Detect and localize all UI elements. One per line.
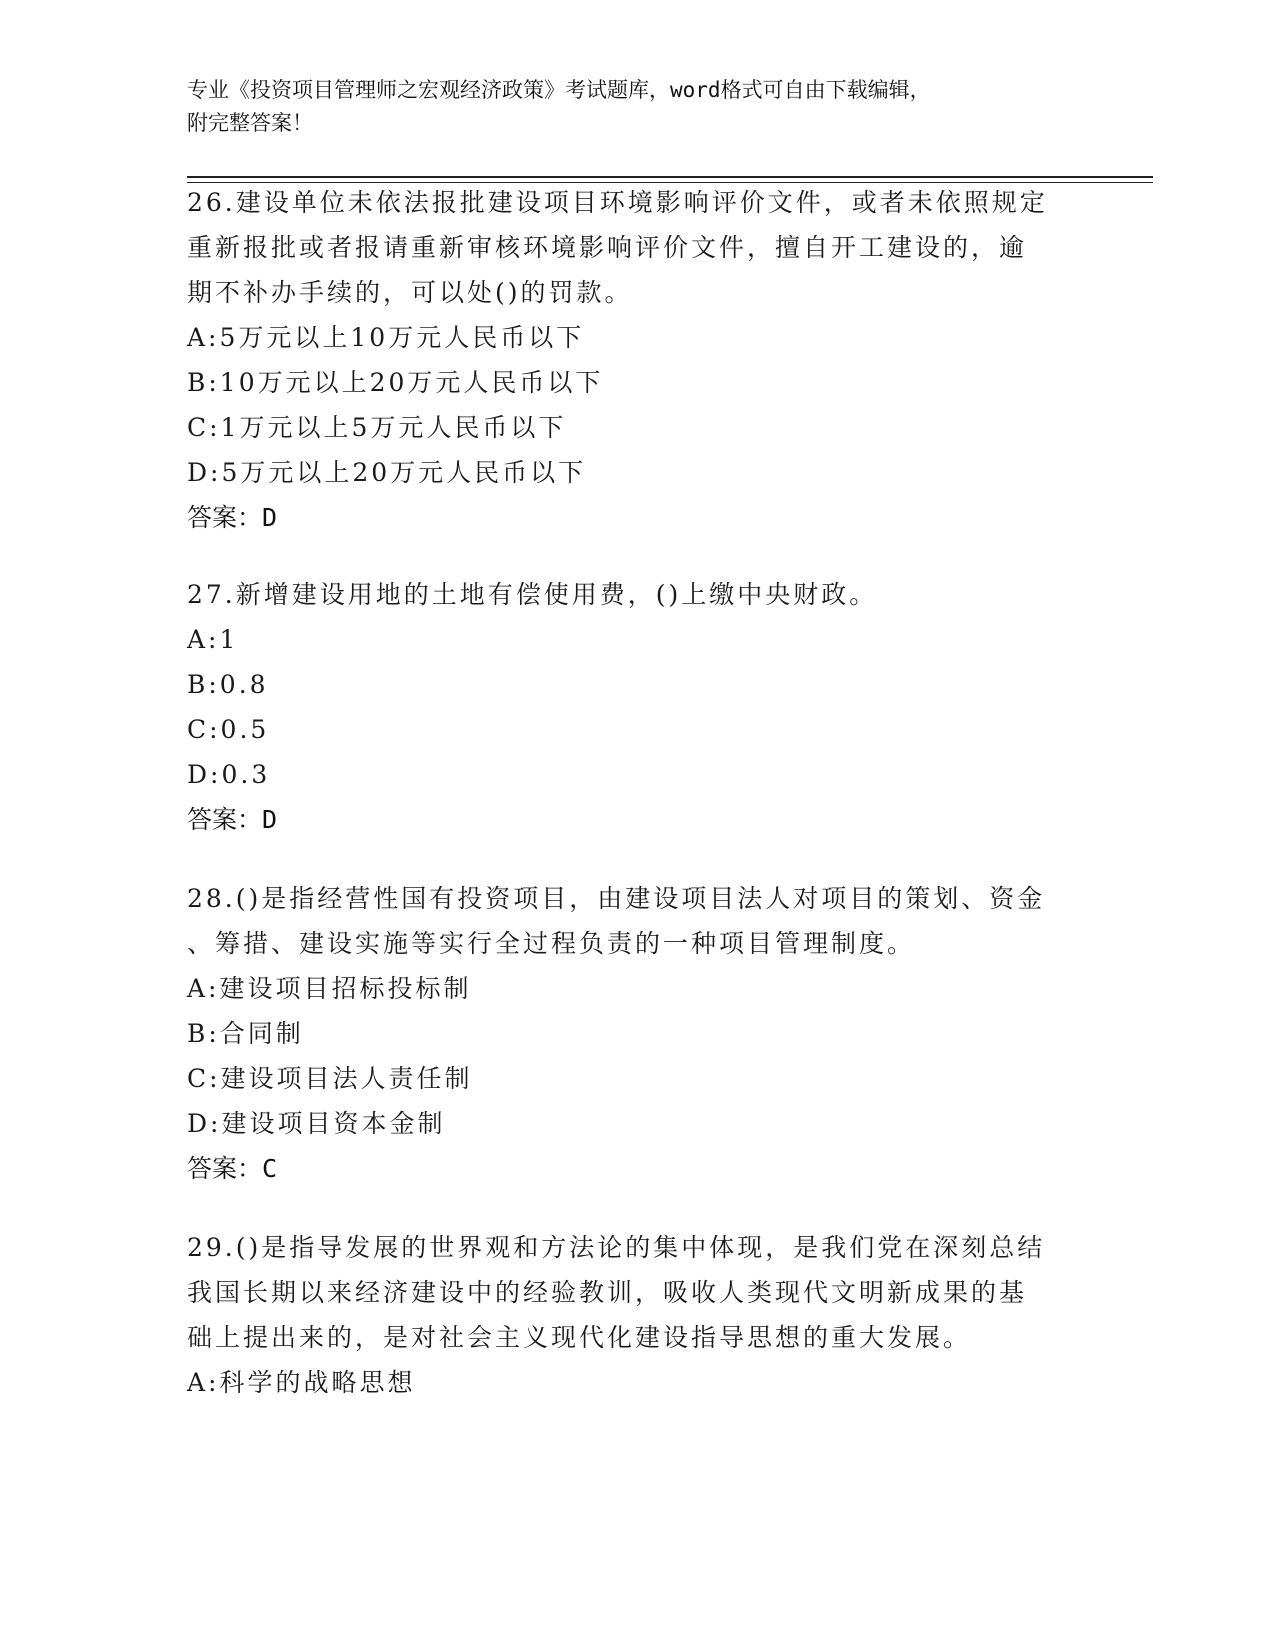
option-b: B:10万元以上20万元人民币以下 (187, 368, 604, 397)
option-c: C:0.5 (187, 715, 270, 744)
question-stem (187, 1225, 1087, 1360)
option-a: A:建设项目招标投标制 (187, 974, 472, 1003)
question-stem (187, 876, 1087, 966)
option-a: A:科学的战略思想 (187, 1368, 416, 1397)
question-26 (187, 180, 1087, 540)
answer-line: 答案：D (187, 503, 278, 532)
stem-line: 26.建设单位未依法报批建设项目环境影响评价文件，或者未依照规定 (187, 188, 1048, 217)
question-28 (187, 876, 1087, 1191)
stem-line: 27.新增建设用地的土地有偿使用费，()上缴中央财政。 (187, 580, 878, 609)
answer-line: 答案：C (187, 1154, 278, 1183)
stem-line: 29.()是指导发展的世界观和方法论的集中体现，是我们党在深刻总结 (187, 1233, 1046, 1262)
option-d: D:5万元以上20万元人民币以下 (187, 458, 587, 487)
stem-line: 我国长期以来经济建设中的经验教训，吸收人类现代文明新成果的基 (187, 1278, 1028, 1307)
option-a: A:1 (187, 625, 239, 654)
question-27 (187, 572, 1087, 842)
option-d: D:建设项目资本金制 (187, 1109, 446, 1138)
header-line-1: 专业《投资项目管理师之宏观经济政策》考试题库，word格式可自由下载编辑， (187, 78, 931, 102)
option-b: B:合同制 (187, 1019, 304, 1048)
option-c: C:建设项目法人责任制 (187, 1064, 473, 1093)
stem-line: 期不补办手续的，可以处()的罚款。 (187, 278, 633, 307)
header-line-2: 附完整答案！ (187, 111, 313, 135)
stem-line: 28.()是指经营性国有投资项目，由建设项目法人对项目的策划、资金 (187, 884, 1046, 913)
option-c: C:1万元以上5万元人民币以下 (187, 413, 567, 442)
stem-line: 、筹措、建设实施等实行全过程负责的一种项目管理制度。 (187, 929, 916, 958)
stem-line: 重新报批或者报请重新审核环境影响评价文件，擅自开工建设的，逾 (187, 233, 1028, 262)
stem-line: 础上提出来的，是对社会主义现代化建设指导思想的重大发展。 (187, 1323, 972, 1352)
option-a: A:5万元以上10万元人民币以下 (187, 323, 585, 352)
option-d: D:0.3 (187, 760, 271, 789)
question-stem (187, 180, 1087, 315)
question-stem (187, 572, 1087, 617)
header-divider-top (187, 176, 1153, 178)
answer-line: 答案：D (187, 805, 278, 834)
option-b: B:0.8 (187, 670, 269, 699)
document-header (187, 74, 1087, 140)
question-29 (187, 1225, 1087, 1405)
